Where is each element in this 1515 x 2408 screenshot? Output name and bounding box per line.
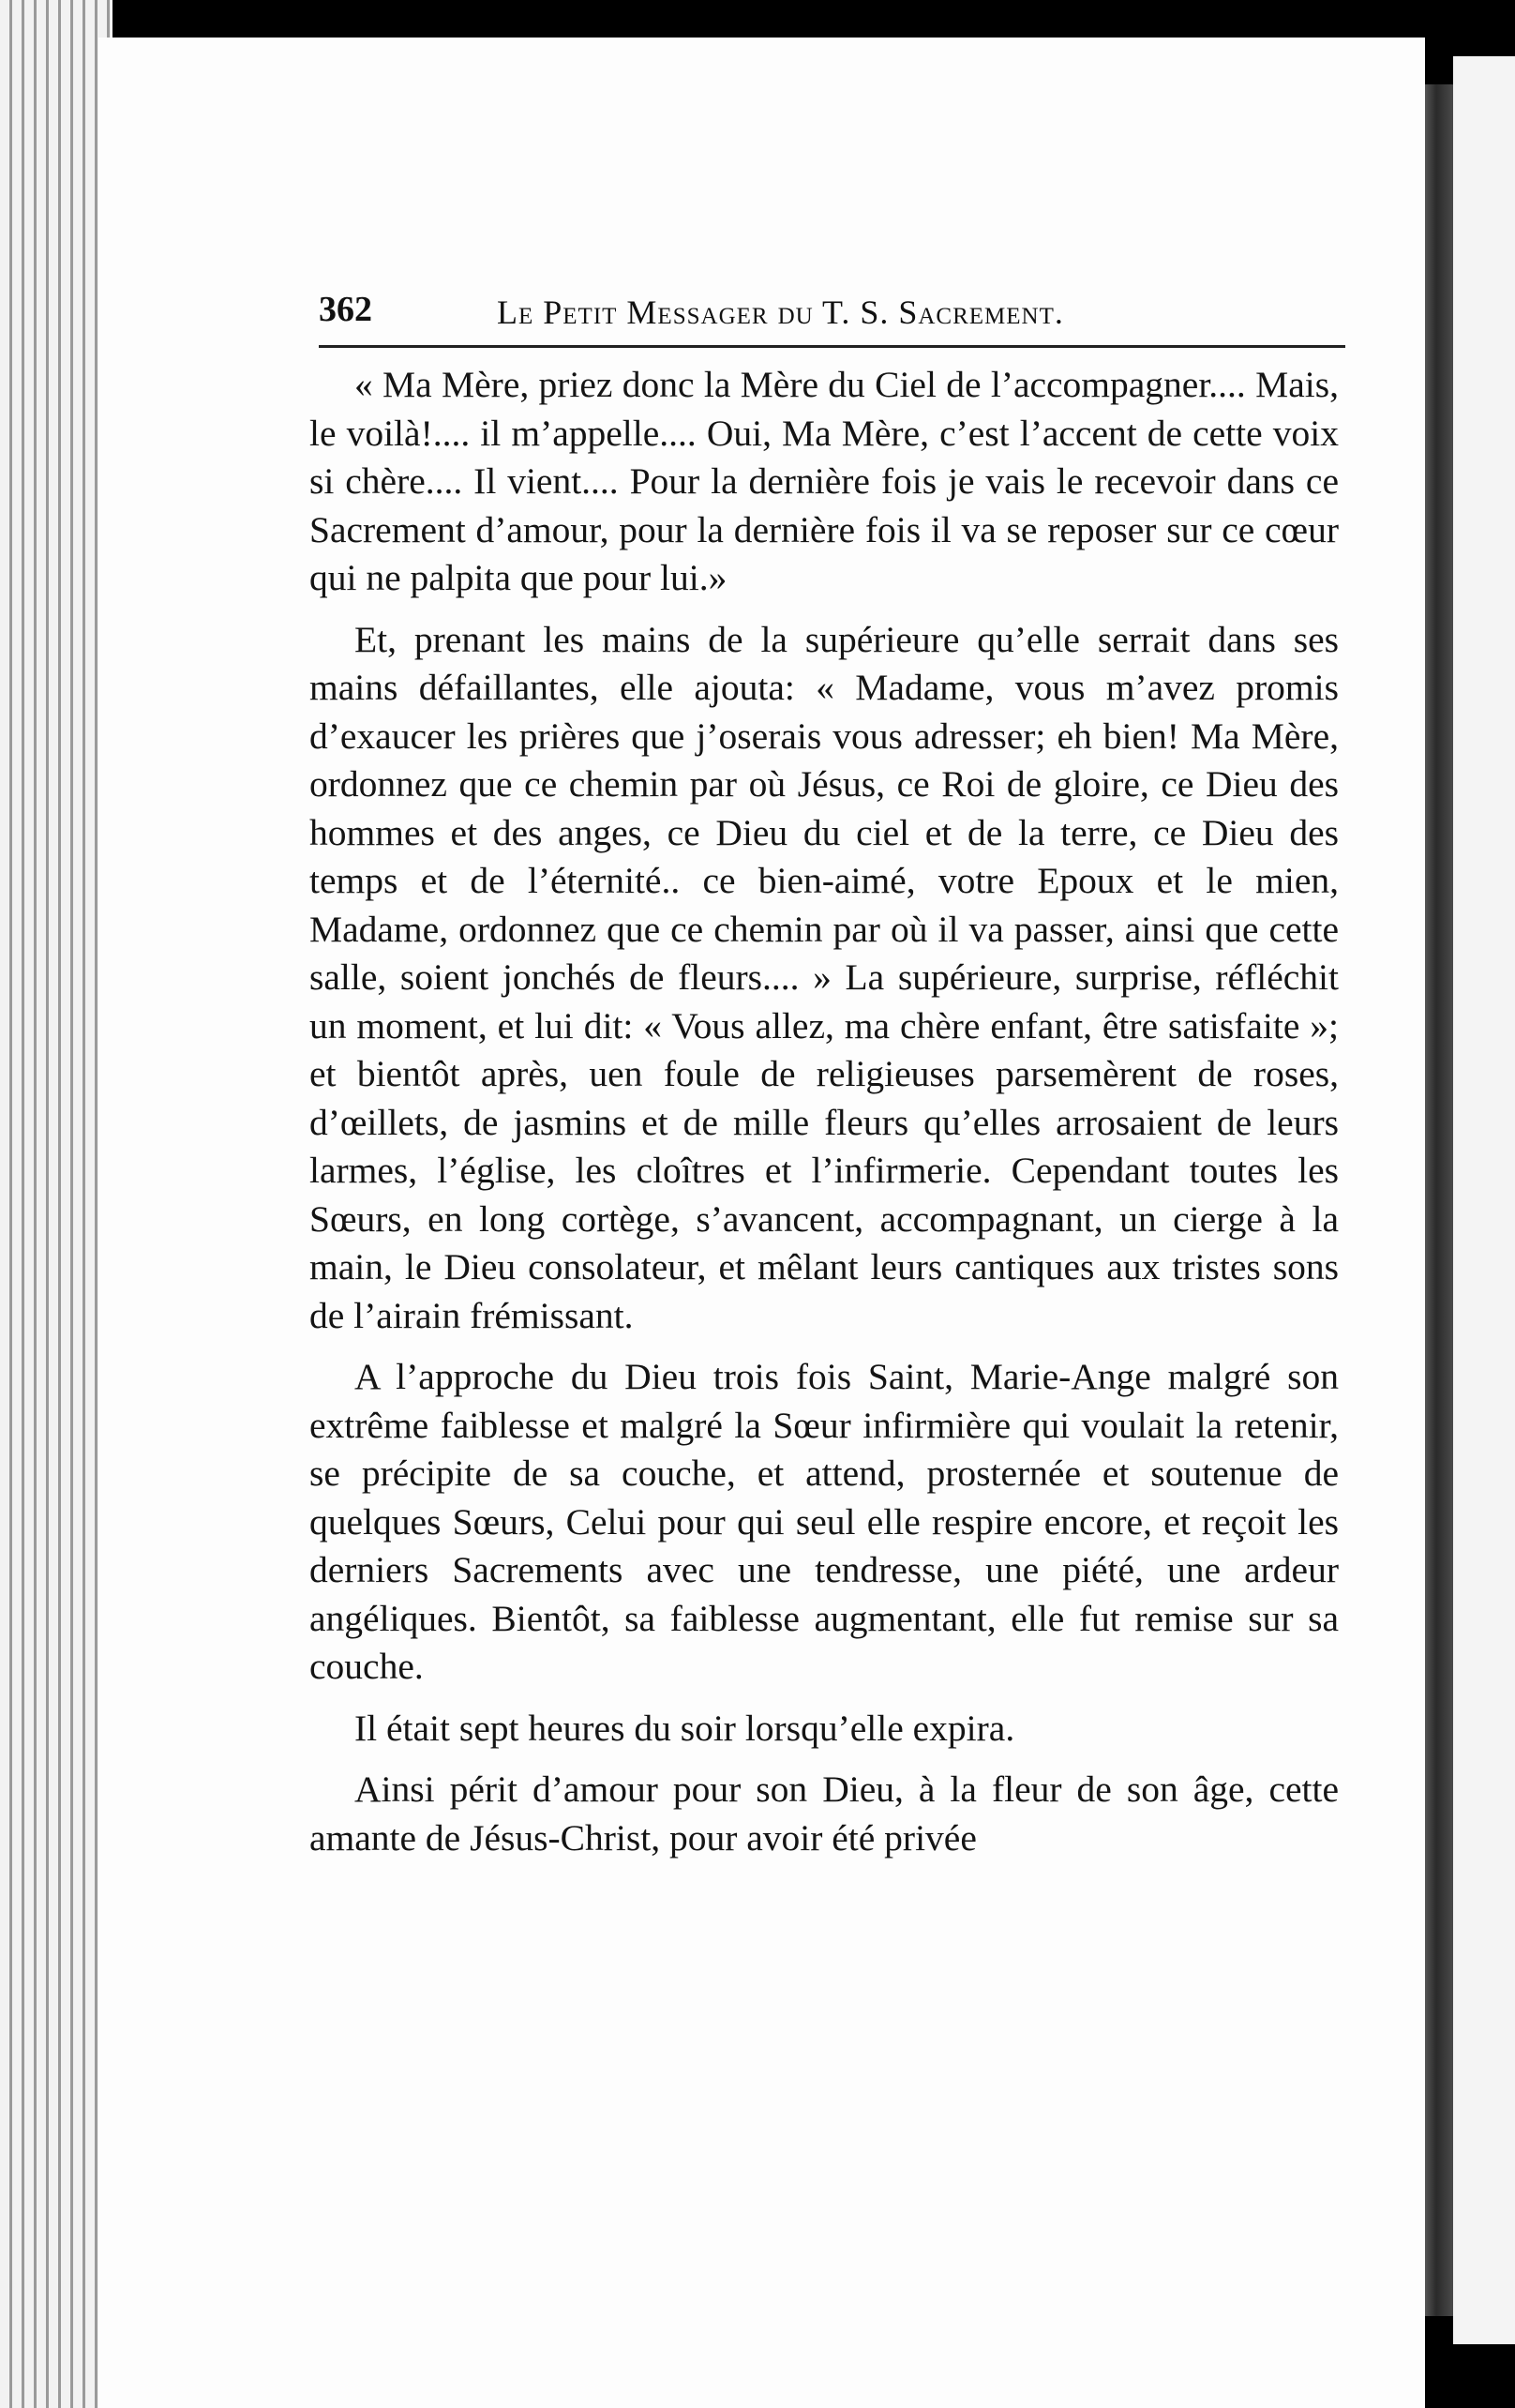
paragraph-5: Ainsi périt d’amour pour son Dieu, à la fleur de son âge, cette amante de Jésus-Christ, pour avoir été privée [309, 1768, 1339, 1859]
facing-page-edge [1453, 56, 1515, 2344]
book-spine [1425, 84, 1453, 2316]
running-header [319, 289, 1345, 348]
paragraph-1: « Ma Mère, priez donc la Mère du Ciel de l’accompagner.... Mais, le voilà!.... il m’appelle.... Oui, Ma Mère, c’est l’accent de cette voix si chère.... Il vient.... Pour la dernière fois je vais le recevoir dans ce Sacrement d’amour, pour la dernière fois il va se reposer sur ce cœur qui ne palpita que pour lui.» [309, 364, 1339, 598]
page-edges [0, 0, 112, 2408]
paragraph-2: Et, prenant les mains de la supérieure qu’elle serrait dans ses mains défaillantes, elle ajouta: « Madame, vous m’avez promis d’exaucer les prières que j’oserais vous adresser; eh bien! Ma Mère, ordonnez que ce chemin par où Jésus, ce Roi de gloire, ce Dieu des hommes et des anges, ce Dieu du ciel et de la terre, ce Dieu des temps et de l’éternité.. ce bien-aimé, votre Epoux et le mien, Madame, ordonnez que ce chemin par où il va passer, ainsi que cette salle, soient jonchés de fleurs.... » La supérieure, surprise, réfléchit un moment, et lui dit: « Vous allez, ma chère enfant, être satisfaite »; et bientôt après, uen foule de religieuses parsemèrent de roses, d’œillets, de jasmins et de mille fleurs qu’elles arrosaient de leurs larmes, l’église, les cloîtres et l’infirmerie. Cependant toutes les Sœurs, en long cortège, s’avancent, accompagnant, un cierge à la main, le Dieu consolateur, et mêlant leurs cantiques aux tristes sons de l’airain frémissant. [309, 618, 1339, 1336]
body-text [309, 361, 1339, 1875]
paragraph-4: Il était sept heures du soir lorsqu’elle expira. [354, 1707, 1015, 1749]
running-title: Le Petit Messager du T. S. Sacrement. [497, 293, 1064, 331]
paragraph-3: A l’approche du Dieu trois fois Saint, Marie-Ange malgré son extrême faiblesse et malgré la Sœur infirmière qui voulait la retenir, se précipite de sa couche, et attend, prosternée et soutenue de quelques Sœurs, Celui pour qui seul elle respire encore, et reçoit les derniers Sacrements avec une tendresse, une piété, une ardeur angéliques. Bientôt, sa faiblesse augmentant, elle fut remise sur sa couche. [309, 1356, 1339, 1687]
page-number: 362 [319, 290, 372, 329]
